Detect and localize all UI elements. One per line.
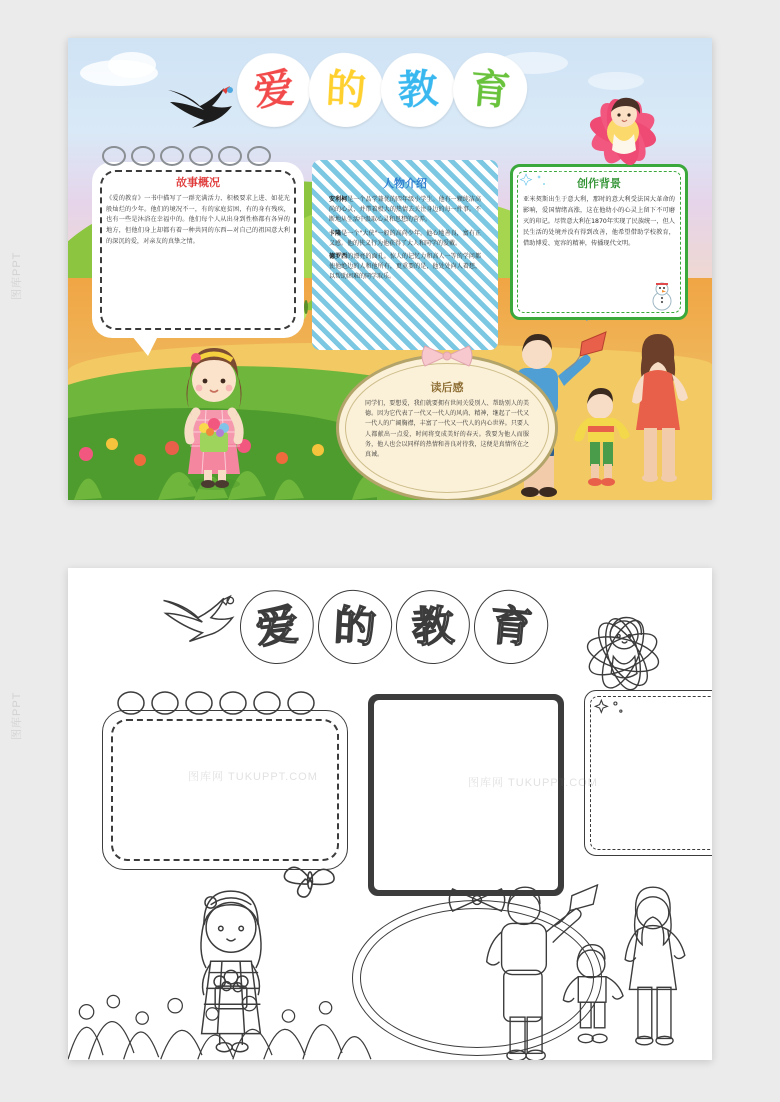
character-name: 德罗西 [329,252,348,260]
creation-background-body: 亚米契斯出生于意大利，那时的意大利受法国大革命的影响，爱国情绪高涨，这在他幼小的心灵上留下不可磨灭的印记。尽管意大利在1870年实现了民族统一，但人民生活的处境并没有得到改善，他希望借助学校教育，借助博爱、宽容的精神，传播现代文明。 [523,196,675,247]
character-intro-box [312,160,498,350]
dashed-border [111,719,339,861]
watermark: 图库网 TUKUPPT.COM [468,777,598,789]
watermark: 搜公 TUKUPPT [536,170,609,180]
lineart-poster [68,568,712,1060]
title-char-1 [236,586,317,667]
watermark: 图库网 TUKUPPT.COM [188,771,318,783]
watermark: 图库PPT [11,691,23,740]
sparkle-icon [519,171,549,195]
character-desc: 是一个品学兼优的四年级小学生。他有一颗纯洁高尚的心灵，并带着极大的热情去关注身边的每一件事。不断地从生活中汲取心灵和思想的营养。 [329,196,481,224]
character-desc: 的漂亮的面孔。惊人的记忆力和高人一等的学问都使他绝边的人和他所有，更重要的是，他处处向人着想，以帮助困难的同学取乐。 [329,252,481,281]
character-name: 安利柯 [329,196,348,203]
spiral-binding-outline [113,689,333,717]
title-char-text: 的 [332,600,378,653]
family-outline-illustration [478,868,702,1060]
plants-outline-illustration [68,904,408,1060]
creation-background-title: 创作背景 [577,177,621,190]
color-poster [68,38,712,500]
title-char-2 [316,588,394,666]
child-figure [574,388,630,486]
flower-girl-illustration [568,74,678,184]
character-intro-title: 人物介绍 [383,177,427,190]
creation-background-box [510,164,688,320]
reading-reflection-box [336,354,558,500]
swallow-outline-icon [158,594,238,650]
story-overview-title: 故事概况 [176,176,220,189]
title-char-text: 育 [487,600,535,653]
character-desc: 是一个"大侠"一般的高尚少年。他心地善良，富有正义感。他的侠义行为他获得了大人和同学的爱戴。 [329,229,481,247]
lineart-box-3 [584,690,712,856]
title-char-text: 教 [396,65,440,115]
inner-border [373,699,559,891]
story-overview-box [92,162,304,338]
sparkle-outline-icon [593,697,627,723]
butterfly-outline-icon [281,855,339,901]
title-char-4 [453,53,527,127]
title-char-text: 教 [410,600,456,653]
title-char-3 [382,54,453,125]
snowman-icon [645,279,679,313]
character-name: 卡隆 [329,229,342,237]
title-char-2 [310,54,381,125]
lineart-box-2 [368,694,564,896]
lineart-title [240,590,548,664]
swallow-icon [164,84,236,136]
mother-figure [632,334,688,482]
reading-reflection-body: 同学们，要想爱，我们就要拥有世间关爱别人、帮助别人的美德。因为它代表了一代又一代人的风尚、精神，继起了一代又一代人的广阔胸襟，丰富了一代又一代人的内心世界。只要人人都献出一点爱，时间将变成美好的春天。我要为他人而服务，他人也会以同样的热情和善良对待我，这便是真情所在之真诫。 [365,400,529,458]
spiral-binding-icon [98,144,288,168]
title-char-text: 爱 [253,599,301,654]
watermark: 图库PPT [11,251,23,300]
cloud-shape [108,52,156,78]
lineart-box-1 [102,710,348,870]
bow-ribbon-icon [419,343,475,369]
title-char-4 [471,587,551,667]
character-intro-body [329,195,481,283]
title-char-1 [237,53,312,128]
title-char-3 [394,588,472,666]
title-char-text: 的 [324,65,368,115]
reading-reflection-title: 读后感 [430,381,464,394]
title-char-text: 育 [468,65,512,115]
girl-with-flowers-illustration [166,324,262,492]
poster-title [240,56,524,124]
story-overview-body: 《爱的教育》一书中描写了一群充满活力、积极要求上进、如花光般灿烂的少年。他们的境况不一，有的家庭贫困，有的身有残疾，也有一些是沐浴在幸福中的。他们每个人从出身到性格都有各异的地方，但他们身上却都有着一种共同的东西—对自己的祖国意大利的深沉的爱，对亲友的真挚之情。 [106,195,290,245]
title-char-text: 爱 [251,65,297,115]
